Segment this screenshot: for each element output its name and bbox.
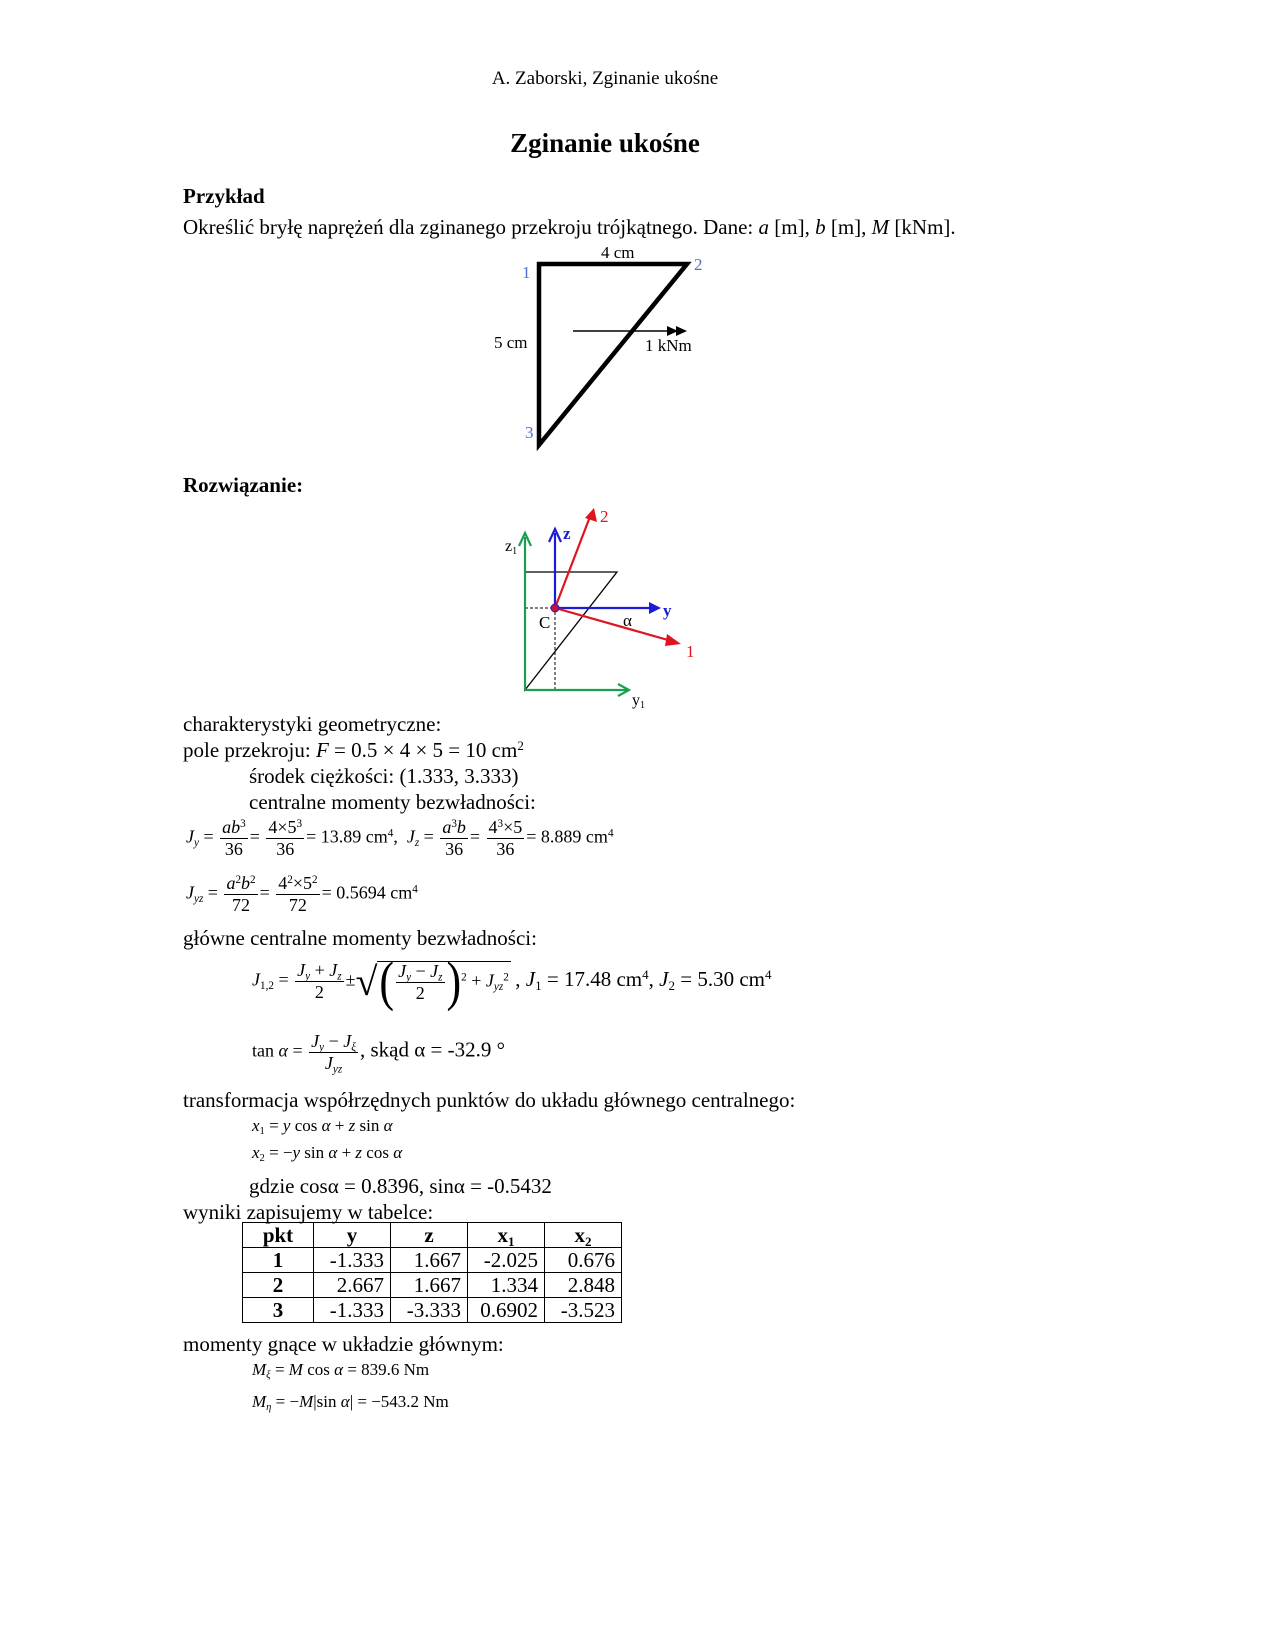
cell: 1.334 [468, 1273, 545, 1298]
z-label: z [563, 524, 571, 543]
page-header: A. Zaborski, Zginanie ukośne [491, 68, 719, 89]
principal-axis-1-arrowhead [665, 634, 681, 646]
table-header-row [243, 1223, 622, 1248]
cell: 2.848 [545, 1273, 622, 1298]
bending-heading: momenty gnące w układzie głównym: [183, 1332, 504, 1356]
cell: -1.333 [314, 1298, 391, 1323]
j12-formula: $J_{1,2}$ = $\frac{J_y + J_z}{2}$ ±√( $\frac{J_y - J_z}{2}$ )$^2 + J_{yz}^2$ , $J_1 = 17.48$ $cm^4$, $J_2 = 5.30$ $cm^4$ [252, 950, 772, 1012]
cell: 2.667 [314, 1273, 391, 1298]
point-2-label: 2 [694, 255, 703, 274]
area-line: pole przekroju: F = 0.5 × 4 × 5 = 10 $cm^2$ [183, 737, 524, 762]
triangle-figure [480, 240, 740, 455]
main-moments-heading: główne centralne momenty bezwładności: [183, 926, 537, 950]
principal-axis-1 [555, 608, 675, 642]
left-dimension: 5 cm [494, 333, 528, 352]
y-label: y [663, 601, 672, 620]
alpha-label: α [623, 611, 632, 630]
cos-sin-values: gdzie cosα = 0.8396, sinα = -0.5432 [249, 1174, 552, 1198]
table-row [243, 1248, 622, 1273]
cell: 2 [243, 1273, 314, 1298]
transform-heading: transformacja współrzędnych punktów do układu głównego centralnego: [183, 1088, 796, 1112]
cell: 0.6902 [468, 1298, 545, 1323]
cell: 1.667 [391, 1273, 468, 1298]
task-statement: Określić bryłę naprężeń dla zginanego przekroju trójkątnego. Dane: a [m], b [m], M [kNm]. [183, 215, 956, 239]
axis-2-label: 2 [600, 507, 609, 526]
axes-figure [495, 500, 715, 715]
meta-formula: $M_\eta = -M|\sin$ α| = −543.2 Nm [252, 1392, 449, 1414]
results-table [242, 1222, 622, 1323]
solution-heading: Rozwiązanie: [183, 473, 304, 497]
cell: 1 [243, 1248, 314, 1273]
principal-axis-2 [555, 514, 591, 608]
centroid-point [551, 604, 559, 612]
table-intro: wyniki zapisujemy w tabelce: [183, 1200, 434, 1224]
header-x1: $x_1$ [468, 1223, 545, 1248]
page-title: Zginanie ukośne [510, 128, 700, 158]
header-x2: $x_2$ [545, 1223, 622, 1248]
x1-formula: $x_1 = y$ cos α + z sin α [252, 1116, 393, 1138]
geom-heading: charakterystyki geometryczne: [183, 712, 442, 736]
tan-alpha-formula: tan α = $\frac{J_y - J_\xi}{J_{yz}}$ , skąd α = -32.9 ° [252, 1031, 505, 1076]
cell: -3.523 [545, 1298, 622, 1323]
centroid-label: C [539, 613, 551, 632]
principal-axis-2-arrowhead [585, 508, 597, 522]
jyz-formula: $J_{yz}$ = $\frac{a^2b^2}{72}$ = $\frac{4^2\times 5^2}{72}$ = 0.5694 $cm^4$ [186, 873, 418, 915]
header-z: z [391, 1223, 468, 1248]
cell: -3.333 [391, 1298, 468, 1323]
x2-formula: $x_2 = -y$ sin α + z cos α [252, 1143, 403, 1165]
mxi-formula: $M_\xi = M$ cos α = 839.6 Nm [252, 1360, 430, 1382]
cell: 1.667 [391, 1248, 468, 1273]
table-row [243, 1298, 622, 1323]
centroid-line: środek ciężkości: (1.333, 3.333) [249, 764, 519, 788]
point-3-label: 3 [525, 423, 534, 442]
header-pkt: pkt [243, 1223, 314, 1248]
example-heading: Przykład [183, 184, 265, 208]
y1-label: y1 [632, 692, 645, 711]
moment-label: 1 kNm [645, 336, 692, 355]
cell: -1.333 [314, 1248, 391, 1273]
cell: 0.676 [545, 1248, 622, 1273]
cell: -2.025 [468, 1248, 545, 1273]
z1-label: z1 [505, 538, 518, 557]
jy-jz-formula: $J_y$ = $\frac{ab^3}{36}$ = $\frac{4\times 5^3}{36}$ = 13.89 $cm^4$, $J_z$ = $\frac{a^3b}{36}$ = $\frac{4^3\times 5}{36}$ = 8.889 $cm^4$ [186, 817, 614, 859]
top-dimension: 4 cm [601, 243, 635, 262]
y-arrowhead [649, 602, 661, 614]
table-row [243, 1273, 622, 1298]
axis-1-label: 1 [686, 642, 695, 661]
point-1-label: 1 [522, 263, 531, 282]
header-y: y [314, 1223, 391, 1248]
cell: 3 [243, 1298, 314, 1323]
central-moments-heading: centralne momenty bezwładności: [249, 790, 536, 814]
